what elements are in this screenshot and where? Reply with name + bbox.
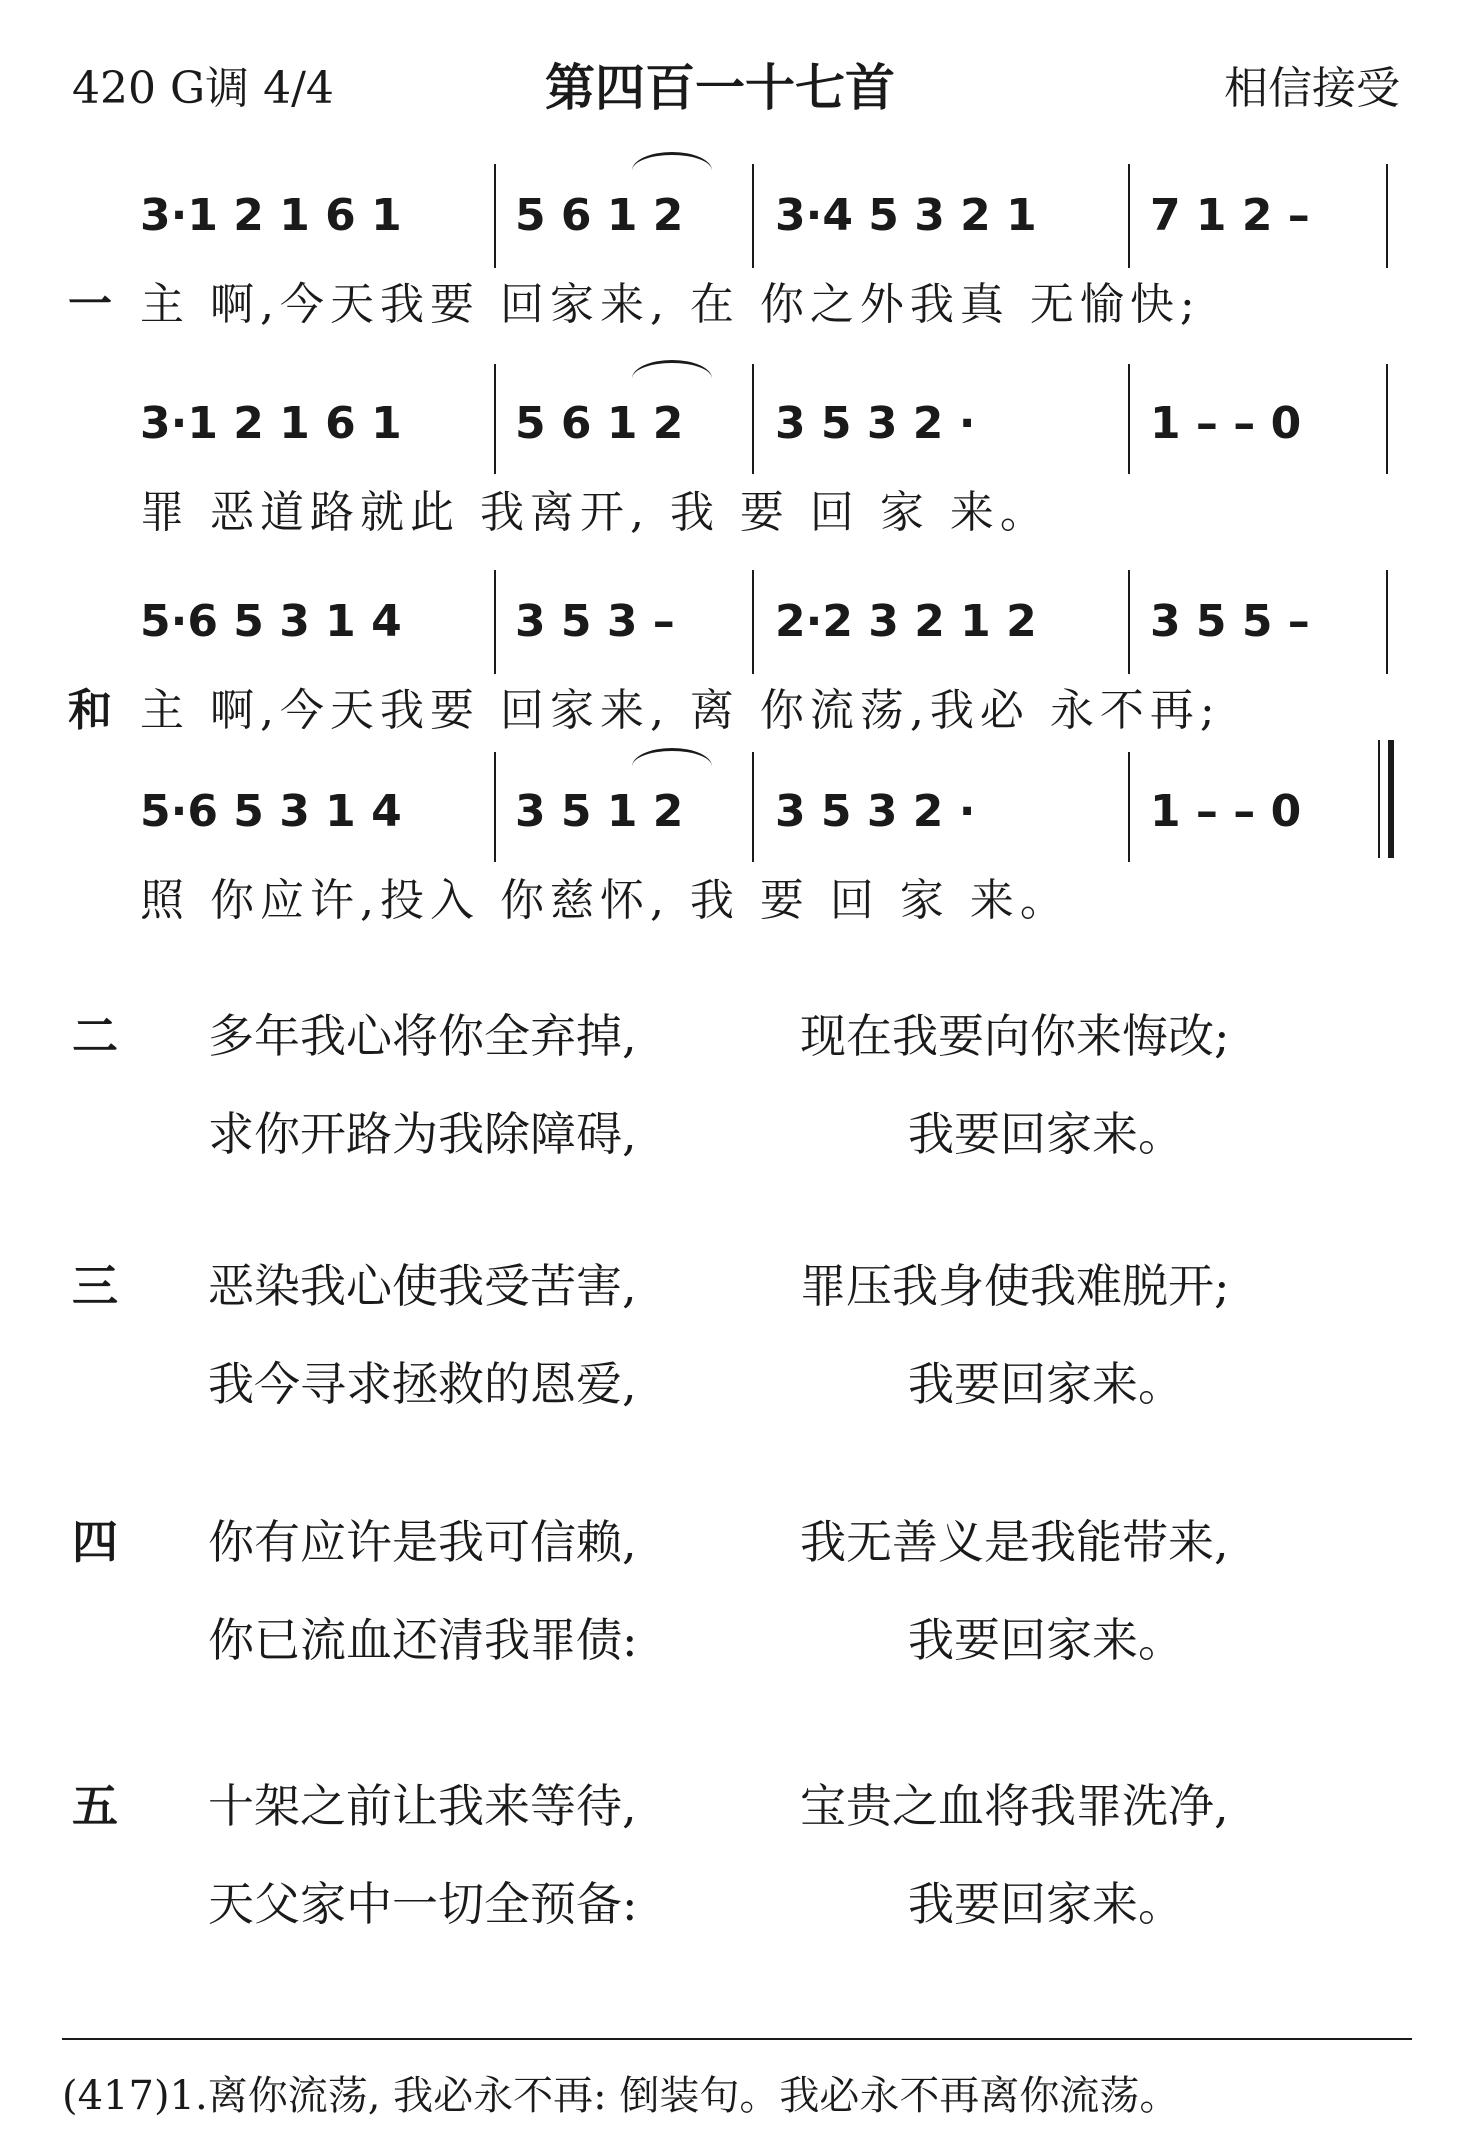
measure-2: 5 6 1 2 <box>515 398 684 449</box>
verse-mark: 一 <box>68 279 112 330</box>
barline <box>1128 164 1130 268</box>
measure-4: 7 1 2 – <box>1150 190 1310 241</box>
verse-line-1-left: 多年我心将你全弃掉, <box>208 1009 637 1063</box>
verse-line-2-left: 我今寻求拯救的恩爱, <box>208 1357 637 1411</box>
measure-2: 3 5 3 – <box>515 596 675 647</box>
verse-line-1-right: 我无善义是我能带来, <box>800 1515 1229 1569</box>
verse-line-2-right: 我要回家来。 <box>908 1613 1184 1667</box>
barline <box>494 364 496 474</box>
barline <box>1386 364 1388 474</box>
barline <box>1128 570 1130 674</box>
measure-2: 5 6 1 2 <box>515 190 684 241</box>
measure-2: 3 5 1 2 <box>515 786 684 837</box>
measure-3: 3 5 3 2 · <box>775 786 976 837</box>
barline <box>752 164 754 268</box>
measure-4: 1 – – 0 <box>1150 398 1302 449</box>
verse-line-2-left: 你已流血还清我罪债: <box>208 1613 638 1667</box>
barline <box>494 164 496 268</box>
verse-line-2-right: 我要回家来。 <box>908 1877 1184 1931</box>
measure-3: 3 5 3 2 · <box>775 398 976 449</box>
measure-4: 1 – – 0 <box>1150 786 1302 837</box>
hymn-title: 第四百一十七首 <box>545 59 895 117</box>
verse-line-2-right: 我要回家来。 <box>908 1357 1184 1411</box>
barline <box>752 364 754 474</box>
measure-1: 5·6 5 3 1 4 <box>140 786 402 837</box>
measure-3: 2·2 3 2 1 2 <box>775 596 1037 647</box>
measure-3: 3·4 5 3 2 1 <box>775 190 1037 241</box>
verse-number: 三 <box>72 1259 118 1313</box>
footnote: (417)1.离你流荡, 我必永不再: 倒装句。我必永不再离你流荡。 <box>62 2073 1180 2119</box>
final-barline-thick <box>1388 740 1394 858</box>
final-barline-thin <box>1378 740 1380 858</box>
footnote-divider <box>62 2038 1412 2040</box>
verse-line-2-left: 天父家中一切全预备: <box>208 1877 638 1931</box>
verse-mark: 和 <box>68 685 112 736</box>
barline <box>1386 164 1388 268</box>
lyrics-line: 照 你应许,投入 你慈怀, 我 要 回 家 来。 <box>140 875 1070 926</box>
measure-4: 3 5 5 – <box>1150 596 1310 647</box>
measure-1: 5·6 5 3 1 4 <box>140 596 402 647</box>
verse-line-2-left: 求你开路为我除障碍, <box>208 1107 637 1161</box>
measure-1: 3·1 2 1 6 1 <box>140 190 402 241</box>
verse-number: 五 <box>72 1779 118 1833</box>
verse-line-2-right: 我要回家来。 <box>908 1107 1184 1161</box>
measure-1: 3·1 2 1 6 1 <box>140 398 402 449</box>
hymn-number-key-time: 420 G调 4/4 <box>72 63 334 114</box>
verse-line-1-right: 宝贵之血将我罪洗净, <box>800 1779 1229 1833</box>
slur <box>632 152 712 189</box>
verse-line-1-left: 你有应许是我可信赖, <box>208 1515 637 1569</box>
verse-line-1-right: 现在我要向你来悔改; <box>800 1009 1230 1063</box>
slur <box>632 748 712 785</box>
barline <box>494 752 496 862</box>
barline <box>1128 752 1130 862</box>
hymn-category: 相信接受 <box>1224 63 1400 114</box>
barline <box>752 570 754 674</box>
lyrics-line: 罪 恶道路就此 我离开, 我 要 回 家 来。 <box>140 487 1050 538</box>
barline <box>1128 364 1130 474</box>
barline <box>494 570 496 674</box>
verse-line-1-right: 罪压我身使我难脱开; <box>800 1259 1230 1313</box>
verse-line-1-left: 恶染我心使我受苦害, <box>208 1259 637 1313</box>
verse-number: 四 <box>72 1515 118 1569</box>
barline <box>1386 570 1388 674</box>
verse-number: 二 <box>72 1009 118 1063</box>
barline <box>752 752 754 862</box>
lyrics-line: 主 啊,今天我要 回家来, 离 你流荡,我必 永不再; <box>140 685 1221 736</box>
slur <box>632 360 712 397</box>
lyrics-line: 主 啊,今天我要 回家来, 在 你之外我真 无愉快; <box>140 279 1201 330</box>
verse-line-1-left: 十架之前让我来等待, <box>208 1779 637 1833</box>
